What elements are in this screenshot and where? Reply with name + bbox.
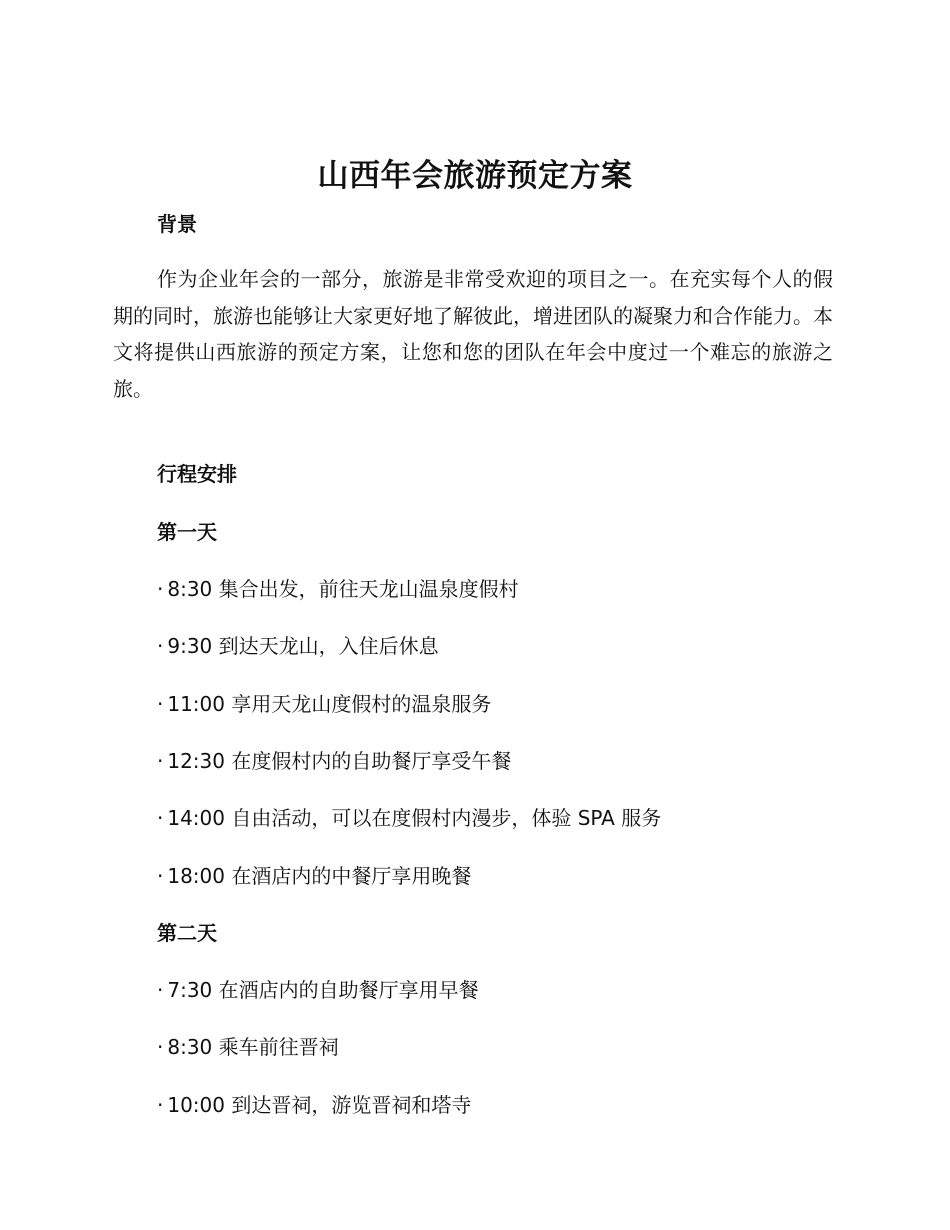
bullet-icon: ·	[157, 692, 164, 716]
list-item	[157, 688, 491, 717]
list-item-text: 8:30 乘车前往晋祠	[167, 1035, 339, 1059]
bullet-icon: ·	[157, 806, 164, 830]
list-item-text: 10:00 到达晋祠，游览晋祠和塔寺	[167, 1093, 472, 1117]
bullet-icon: ·	[157, 1035, 164, 1059]
list-item	[157, 860, 471, 889]
list-item-text: 9:30 到达天龙山，入住后休息	[167, 634, 439, 658]
bullet-icon: ·	[157, 634, 164, 658]
document-title: 山西年会旅游预定方案	[317, 158, 633, 194]
list-item	[157, 974, 479, 1003]
itinerary-heading: 行程安排	[157, 462, 237, 486]
list-item	[157, 1031, 339, 1060]
list-item	[157, 573, 519, 602]
bullet-icon: ·	[157, 978, 164, 1002]
day1-heading: 第一天	[157, 520, 217, 544]
list-item-text: 8:30 集合出发，前往天龙山温泉度假村	[167, 577, 519, 601]
list-item-text: 14:00 自由活动，可以在度假村内漫步，体验 SPA 服务	[167, 806, 662, 830]
background-heading: 背景	[157, 212, 197, 236]
list-item-text: 11:00 享用天龙山度假村的温泉服务	[167, 692, 492, 716]
background-paragraph: 作为企业年会的一部分，旅游是非常受欢迎的项目之一。在充实每个人的假期的同时，旅游也能够让大家更好地了解彼此，增进团队的凝聚力和合作能力。本文将提供山西旅游的预定方案，让您和您的团队在年会中度过一个难忘的旅游之旅。	[113, 267, 833, 401]
list-item	[157, 630, 439, 659]
list-item-text: 18:00 在酒店内的中餐厅享用晚餐	[167, 864, 472, 888]
list-item	[157, 745, 511, 774]
list-item-text: 12:30 在度假村内的自助餐厅享受午餐	[167, 749, 512, 773]
bullet-icon: ·	[157, 1093, 164, 1117]
bullet-icon: ·	[157, 749, 164, 773]
bullet-icon: ·	[157, 864, 164, 888]
bullet-icon: ·	[157, 577, 164, 601]
list-item-text: 7:30 在酒店内的自助餐厅享用早餐	[167, 978, 479, 1002]
list-item	[157, 1089, 471, 1118]
day2-heading: 第二天	[157, 921, 217, 945]
list-item	[157, 802, 661, 831]
